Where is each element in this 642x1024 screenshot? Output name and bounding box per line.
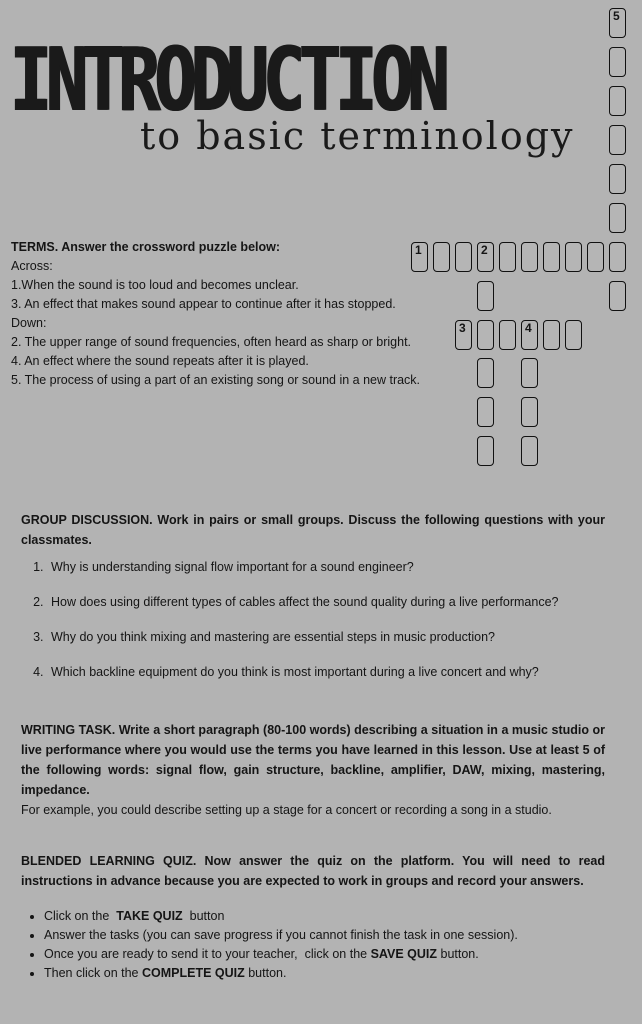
crossword-cell (521, 242, 538, 272)
crossword-number-5: 5 (613, 9, 620, 23)
take-quiz-label: TAKE QUIZ (116, 909, 183, 923)
writing-heading: WRITING TASK. Write a short paragraph (80-100 words) describing a situation in a music studio or live performance where you would use the terms you have learned in this lesson. Use at least 5 of the following words: signal flow, gain structure, backline, amplifier, DAW, mixing, mastering, impedance. (21, 723, 605, 797)
crossword-cell (609, 242, 626, 272)
down-label: Down: (11, 316, 47, 330)
question-2: 2. How does using different types of cables affect the sound quality during a live performance? (47, 592, 605, 612)
crossword-cell (543, 320, 560, 350)
crossword-cell (609, 8, 626, 38)
writing-task-section (21, 720, 605, 820)
question-4: 4. Which backline equipment do you think is most important during a live concert and why? (47, 662, 605, 682)
quiz-step-1: • Click on the TAKE QUIZ button (44, 907, 605, 926)
crossword-cell (477, 436, 494, 466)
crossword-cell (587, 242, 604, 272)
group-discussion-section (21, 510, 605, 697)
across-clue-3: 3. An effect that makes sound appear to continue after it has stopped. (11, 297, 396, 311)
crossword-cell (477, 281, 494, 311)
complete-quiz-label: COMPLETE QUIZ (141, 966, 245, 980)
crossword-cell (521, 397, 538, 427)
crossword-cell (609, 47, 626, 77)
crossword-number-1: 1 (415, 243, 422, 257)
crossword-cell (477, 242, 494, 272)
terms-heading: TERMS. Answer the crossword puzzle below: (11, 240, 281, 254)
group-heading: GROUP DISCUSSION. Work in pairs or small groups. Discuss the following questions with your classmates. (21, 513, 605, 547)
crossword-cell (543, 242, 560, 272)
crossword-cell (565, 320, 582, 350)
crossword-number-3: 3 (459, 321, 466, 335)
quiz-step-3: • Once you are ready to send it to your teacher, click on the SAVE QUIZ button. (44, 945, 605, 964)
crossword-cell (521, 436, 538, 466)
crossword-cell (455, 320, 472, 350)
across-label: Across: (11, 259, 53, 273)
quiz-step-4: • Then click on the COMPLETE QUIZ button. (44, 964, 605, 983)
question-1: 1. Why is understanding signal flow important for a sound engineer? (47, 557, 605, 577)
crossword-cell (609, 125, 626, 155)
down-clue-2: 2. The upper range of sound frequencies, often heard as sharp or bright. (11, 335, 412, 349)
down-clue-4: 4. An effect where the sound repeats after it is played. (11, 354, 309, 368)
crossword-cell (477, 397, 494, 427)
crossword-cell (609, 164, 626, 194)
crossword-cell (565, 242, 582, 272)
save-quiz-label: SAVE QUIZ (370, 947, 438, 961)
crossword-cell (609, 281, 626, 311)
quiz-section (21, 851, 605, 983)
writing-example: For example, you could describe setting up a stage for a concert or recording a song in a studio. (21, 803, 552, 817)
crossword-cell (477, 320, 494, 350)
crossword-number-2: 2 (481, 243, 488, 257)
down-clue-5: 5. The process of using a part of an existing song or sound in a new track. (11, 373, 421, 387)
question-3: 3. Why do you think mixing and mastering are essential steps in music production? (47, 627, 605, 647)
crossword-cell (499, 320, 516, 350)
crossword-cell (433, 242, 450, 272)
crossword-cell (411, 242, 428, 272)
terms-section (11, 238, 431, 390)
crossword-cell (455, 242, 472, 272)
quiz-heading: BLENDED LEARNING QUIZ. Now answer the quiz on the platform. You will need to read instructions in advance because you are expected to work in groups and record your answers. (21, 854, 605, 888)
crossword-cell (521, 320, 538, 350)
quiz-step-2: • Answer the tasks (you can save progress if you cannot finish the task in one session). (44, 926, 605, 945)
crossword-number-4: 4 (525, 321, 532, 335)
page-subtitle: to basic terminology (140, 114, 575, 158)
across-clue-1: 1.When the sound is too loud and becomes unclear. (11, 278, 299, 292)
crossword-cell (609, 86, 626, 116)
crossword-cell (499, 242, 516, 272)
crossword-cell (521, 358, 538, 388)
page-title: INTRODUCTION (10, 28, 444, 131)
crossword-cell (477, 358, 494, 388)
crossword-cell (609, 203, 626, 233)
